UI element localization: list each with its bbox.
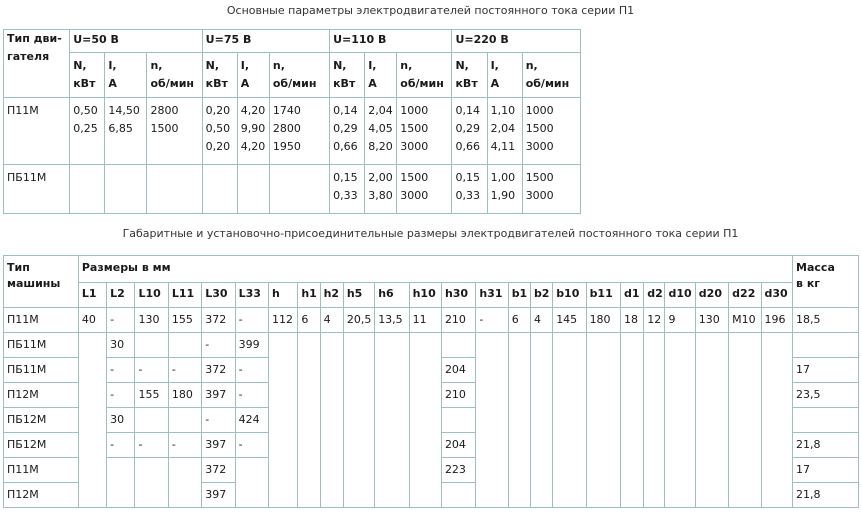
dimension-cell: [409, 483, 441, 508]
dimension-cell: [620, 358, 643, 383]
dimension-cell: [375, 333, 409, 358]
dimension-cell: [409, 458, 441, 483]
dimension-cell: [729, 383, 761, 408]
subheader-r-0: n, об/мин: [147, 53, 202, 98]
dimension-cell: [298, 333, 320, 358]
dimension-cell: [695, 458, 728, 483]
dimension-cell: [553, 333, 586, 358]
dimension-cell: -: [235, 308, 268, 333]
dimension-cell: 30: [107, 408, 135, 433]
dimension-cell: [409, 358, 441, 383]
voltage-header-220: U=220 В: [452, 30, 581, 53]
dimension-cell: [375, 458, 409, 483]
dimension-cell: -: [202, 333, 235, 358]
mass-cell: [793, 408, 859, 433]
value-cell: [237, 165, 269, 214]
dimension-cell: [620, 433, 643, 458]
dimension-cell: [620, 333, 643, 358]
table-row: [4, 98, 581, 165]
table-row: [4, 433, 859, 458]
dimension-cell: [343, 383, 374, 408]
mass-cell: 17: [793, 458, 859, 483]
dimension-cell: [135, 458, 168, 483]
machine-type-cell: ПБ11М: [4, 333, 79, 358]
dimension-cell: [320, 408, 343, 433]
voltage-header-75: U=75 В: [202, 30, 329, 53]
dimension-cell: [320, 483, 343, 508]
subheader-r-1: n, об/мин: [269, 53, 329, 98]
dimension-cell: [644, 358, 665, 383]
subheader-i-1: I, А: [237, 53, 269, 98]
dimension-cell: 4: [320, 308, 343, 333]
dimension-cell: [665, 433, 695, 458]
value-cell: 1740 2800 1950: [269, 98, 329, 165]
dimension-cell: [530, 383, 552, 408]
column-header-d1: d1: [620, 283, 643, 308]
dimension-cell: [107, 483, 135, 508]
dimension-cell: [620, 483, 643, 508]
dimension-cell: [695, 408, 728, 433]
dimension-cell: [375, 433, 409, 458]
dimension-cell: [530, 458, 552, 483]
dimension-cell: [553, 408, 586, 433]
value-cell: 1000 1500 3000: [397, 98, 452, 165]
dimension-cell: [343, 358, 374, 383]
mass-cell: 21,8: [793, 433, 859, 458]
machine-type-cell: ПБ12М: [4, 433, 79, 458]
dimension-cell: [508, 333, 530, 358]
dimension-cell: 399: [235, 333, 268, 358]
dimension-cell: [553, 358, 586, 383]
dimension-cell: [78, 383, 106, 408]
dimension-cell: 20,5: [343, 308, 374, 333]
table-row: [4, 383, 859, 408]
machine-type-cell: П11М: [4, 308, 79, 333]
dimension-cell: [695, 483, 728, 508]
column-header-h2: h2: [320, 283, 343, 308]
subheader-n-0: N, кВт: [70, 53, 105, 98]
dimension-cell: 210: [441, 308, 475, 333]
table-row: [4, 333, 859, 358]
dimension-cell: 372: [202, 358, 235, 383]
dimension-cell: [375, 358, 409, 383]
dimension-cell: [644, 458, 665, 483]
dimension-cell: 204: [441, 433, 475, 458]
mass-cell: 17: [793, 358, 859, 383]
value-cell: [70, 165, 105, 214]
dimension-cell: 18: [620, 308, 643, 333]
sizes-header: Размеры в мм: [78, 256, 792, 283]
dimension-cell: [441, 483, 475, 508]
column-header-b11: b11: [586, 283, 620, 308]
dimension-cell: [298, 383, 320, 408]
dimension-cell: [695, 333, 728, 358]
dimension-cell: [586, 358, 620, 383]
dimension-cell: [620, 458, 643, 483]
column-header-d30: d30: [761, 283, 793, 308]
subheader-r-2: n, об/мин: [397, 53, 452, 98]
column-header-l10: L10: [135, 283, 168, 308]
value-cell: 2800 1500: [147, 98, 202, 165]
dimension-cell: [553, 458, 586, 483]
dimension-cell: [168, 408, 201, 433]
dimension-cell: [343, 433, 374, 458]
dimension-cell: [729, 458, 761, 483]
dimension-cell: [665, 358, 695, 383]
subheader-row: [4, 53, 581, 98]
dimension-cell: -: [235, 383, 268, 408]
mass-cell: 21,8: [793, 483, 859, 508]
value-cell: 1,00 1,90: [487, 165, 522, 214]
dimension-cell: [761, 333, 793, 358]
dimension-cell: [78, 408, 106, 433]
dimension-cell: 30: [107, 333, 135, 358]
dimension-cell: -: [168, 433, 201, 458]
column-header-d10: d10: [665, 283, 695, 308]
dimension-cell: [375, 408, 409, 433]
dimension-cell: 196: [761, 308, 793, 333]
dimension-cell: [508, 458, 530, 483]
dimension-cell: [553, 383, 586, 408]
table-row: [4, 408, 859, 433]
table1-caption: Основные параметры электродвигателей постоянного тока серии П1: [226, 4, 635, 17]
dimension-cell: [586, 408, 620, 433]
dimension-cell: -: [135, 358, 168, 383]
dimension-cell: [343, 483, 374, 508]
column-header-b1: b1: [508, 283, 530, 308]
subheader-n-1: N, кВт: [202, 53, 237, 98]
column-header-l1: L1: [78, 283, 106, 308]
dimension-cell: 372: [202, 308, 235, 333]
dimension-cell: 130: [135, 308, 168, 333]
dimension-cell: -: [202, 408, 235, 433]
dimension-cell: [761, 383, 793, 408]
value-cell: 2,04 4,05 8,20: [365, 98, 397, 165]
column-header-d22: d22: [729, 283, 761, 308]
dimension-cell: [553, 433, 586, 458]
dimension-cell: [409, 433, 441, 458]
motor-type-cell: П11М: [4, 98, 70, 165]
table-row: [4, 358, 859, 383]
dimension-cell: [476, 433, 508, 458]
dimension-cell: [268, 433, 297, 458]
dimension-cell: [761, 358, 793, 383]
motor-parameters-table: [3, 29, 581, 214]
dimension-cell: 204: [441, 358, 475, 383]
dimension-cell: [78, 433, 106, 458]
column-header-l33: L33: [235, 283, 268, 308]
dimension-cell: [553, 483, 586, 508]
dimension-cell: [441, 408, 475, 433]
dimension-cell: [78, 358, 106, 383]
dimension-cell: [476, 458, 508, 483]
dimension-cell: [665, 483, 695, 508]
dimension-cell: [586, 333, 620, 358]
column-header-b2: b2: [530, 283, 552, 308]
dimension-cell: [476, 483, 508, 508]
machine-type-cell: ПБ12М: [4, 408, 79, 433]
value-cell: 1500 3000: [522, 165, 580, 214]
dimension-cell: [695, 358, 728, 383]
dimension-cell: [320, 333, 343, 358]
dimension-cell: [268, 483, 297, 508]
motor-dimensions-table: [3, 255, 859, 508]
dimension-cell: [268, 333, 297, 358]
machine-type-cell: П12М: [4, 383, 79, 408]
dimension-cell: 12: [644, 308, 665, 333]
dimension-cell: 6: [298, 308, 320, 333]
value-cell: [202, 165, 237, 214]
dimension-cell: [695, 383, 728, 408]
subheader-i-3: I, А: [487, 53, 522, 98]
dimension-cell: [343, 408, 374, 433]
dimension-cell: [665, 333, 695, 358]
dimension-cell: 210: [441, 383, 475, 408]
dimension-cell: [586, 433, 620, 458]
dimension-cell: [409, 408, 441, 433]
dimension-cell: [530, 408, 552, 433]
voltage-header-110: U=110 В: [330, 30, 452, 53]
dimension-cell: [729, 358, 761, 383]
value-cell: 1500 3000: [397, 165, 452, 214]
value-cell: 0,50 0,25: [70, 98, 105, 165]
dimension-cell: 397: [202, 433, 235, 458]
dimension-cell: [320, 358, 343, 383]
dimension-cell: 13,5: [375, 308, 409, 333]
dimension-cell: [168, 458, 201, 483]
machine-type-header: Тип машины: [4, 256, 79, 308]
table-row: [4, 308, 859, 333]
column-header-b10: b10: [553, 283, 586, 308]
table-row: [4, 483, 859, 508]
dimension-cell: 372: [202, 458, 235, 483]
dimension-cell: [298, 358, 320, 383]
dimension-cell: 112: [268, 308, 297, 333]
dimension-cell: [508, 383, 530, 408]
dimension-cell: [78, 458, 106, 483]
column-header-h31: h31: [476, 283, 508, 308]
voltage-header-50: U=50 В: [70, 30, 202, 53]
motor-type-cell: ПБ11М: [4, 165, 70, 214]
dimension-cell: -: [107, 358, 135, 383]
dimension-cell: 145: [553, 308, 586, 333]
column-header-h1: h1: [298, 283, 320, 308]
table-row: [4, 458, 859, 483]
dimension-cell: -: [135, 433, 168, 458]
column-header-l11: L11: [168, 283, 201, 308]
dimension-cell: [268, 383, 297, 408]
value-cell: 1,10 2,04 4,11: [487, 98, 522, 165]
dimension-cell: 130: [695, 308, 728, 333]
dimension-cell: [508, 483, 530, 508]
dimension-cell: [586, 458, 620, 483]
dimension-cell: [508, 408, 530, 433]
mass-cell: 23,5: [793, 383, 859, 408]
value-cell: 1000 1500 3000: [522, 98, 580, 165]
dimension-cell: [695, 433, 728, 458]
value-cell: [105, 165, 147, 214]
dimension-cell: [586, 483, 620, 508]
subheader-r-3: n, об/мин: [522, 53, 580, 98]
dimension-cell: [476, 408, 508, 433]
dimension-cell: [761, 458, 793, 483]
dimension-cell: 4: [530, 308, 552, 333]
dimension-cell: [729, 333, 761, 358]
dimension-cell: [644, 483, 665, 508]
dimension-cell: [135, 333, 168, 358]
table-row: [4, 165, 581, 214]
dimension-cell: -: [107, 433, 135, 458]
value-cell: 0,20 0,50 0,20: [202, 98, 237, 165]
dimension-cell: [298, 433, 320, 458]
dimension-cell: [235, 483, 268, 508]
dimension-cell: [78, 333, 106, 358]
dimension-cell: -: [476, 308, 508, 333]
subheader-n-2: N, кВт: [330, 53, 365, 98]
machine-type-cell: ПБ11М: [4, 358, 79, 383]
dimension-cell: [320, 433, 343, 458]
dimension-cell: [644, 383, 665, 408]
dimension-cell: [476, 383, 508, 408]
dimension-cell: [268, 458, 297, 483]
machine-type-cell: П11М: [4, 458, 79, 483]
dimension-cell: [320, 383, 343, 408]
dimension-cell: [729, 483, 761, 508]
dimension-cell: [508, 433, 530, 458]
dimension-cell: -: [168, 358, 201, 383]
dimension-cell: [268, 408, 297, 433]
dimension-cell: [476, 358, 508, 383]
value-cell: 2,00 3,80: [365, 165, 397, 214]
machine-type-cell: П12М: [4, 483, 79, 508]
dimension-cell: [409, 333, 441, 358]
dimension-cell: [168, 333, 201, 358]
value-cell: 4,20 9,90 4,20: [237, 98, 269, 165]
dimension-cell: [78, 483, 106, 508]
column-header-l30: L30: [202, 283, 235, 308]
dimension-cell: 397: [202, 383, 235, 408]
dimension-cell: [644, 433, 665, 458]
dimension-cell: [620, 408, 643, 433]
dimension-cell: [665, 458, 695, 483]
dimension-cell: [375, 483, 409, 508]
dimension-cell: [268, 358, 297, 383]
dimension-cell: 155: [135, 383, 168, 408]
column-header-l2: L2: [107, 283, 135, 308]
dimension-cell: [761, 408, 793, 433]
dimension-cell: [375, 383, 409, 408]
dimension-cell: 180: [168, 383, 201, 408]
column-header-h10: h10: [409, 283, 441, 308]
dimension-cell: [530, 333, 552, 358]
dimension-cell: [476, 333, 508, 358]
dimension-cell: [320, 458, 343, 483]
dimension-cell: [135, 483, 168, 508]
dimension-cell: [665, 383, 695, 408]
mass-cell: 18,5: [793, 308, 859, 333]
dimension-cell: 11: [409, 308, 441, 333]
dimension-cell: 223: [441, 458, 475, 483]
value-cell: 0,14 0,29 0,66: [330, 98, 365, 165]
value-cell: [147, 165, 202, 214]
column-header-d20: d20: [695, 283, 728, 308]
dimension-cell: 155: [168, 308, 201, 333]
subheader-i-0: I, А: [105, 53, 147, 98]
dimension-cell: 40: [78, 308, 106, 333]
mass-cell: [793, 333, 859, 358]
dimension-cell: 180: [586, 308, 620, 333]
value-cell: 14,50 6,85: [105, 98, 147, 165]
subheader-i-2: I, А: [365, 53, 397, 98]
dimension-cell: [409, 383, 441, 408]
dimension-cell: [135, 408, 168, 433]
dimension-cell: [761, 433, 793, 458]
dimension-cell: [586, 383, 620, 408]
dimension-cell: [298, 458, 320, 483]
value-cell: [269, 165, 329, 214]
dimension-cell: [665, 408, 695, 433]
dimension-cell: [298, 483, 320, 508]
dimension-cell: [644, 408, 665, 433]
dimension-cell: [530, 358, 552, 383]
column-header-h5: h5: [343, 283, 374, 308]
column-header-row: [4, 283, 859, 308]
dimension-cell: -: [235, 433, 268, 458]
dimension-cell: 397: [202, 483, 235, 508]
type-header: Тип дви- гателя: [4, 30, 70, 98]
value-cell: 0,14 0,29 0,66: [452, 98, 487, 165]
column-header-h30: h30: [441, 283, 475, 308]
column-header-h: h: [268, 283, 297, 308]
dimension-cell: М10: [729, 308, 761, 333]
dimension-cell: 9: [665, 308, 695, 333]
dimension-cell: [168, 483, 201, 508]
dimension-cell: -: [235, 358, 268, 383]
subheader-n-3: N, кВт: [452, 53, 487, 98]
dimension-cell: [441, 333, 475, 358]
dimension-cell: [530, 433, 552, 458]
dimension-cell: -: [107, 308, 135, 333]
dimension-cell: [235, 458, 268, 483]
dimension-cell: [761, 483, 793, 508]
dimension-cell: [343, 333, 374, 358]
dimension-cell: [343, 458, 374, 483]
mass-header: Масса в кг: [793, 256, 859, 308]
dimension-cell: [508, 358, 530, 383]
dimension-cell: [644, 333, 665, 358]
dimension-cell: [107, 458, 135, 483]
column-header-d2: d2: [644, 283, 665, 308]
dimension-cell: [729, 433, 761, 458]
dimension-cell: [620, 383, 643, 408]
dimension-cell: [530, 483, 552, 508]
dimension-cell: -: [107, 383, 135, 408]
column-header-h6: h6: [375, 283, 409, 308]
value-cell: 0,15 0,33: [452, 165, 487, 214]
dimension-cell: [729, 408, 761, 433]
table2-caption: Габаритные и установочно-присоединительные размеры электродвигателей постоянного тока серии П1: [122, 227, 739, 240]
dimension-cell: 6: [508, 308, 530, 333]
dimension-cell: 424: [235, 408, 268, 433]
dimension-cell: [298, 408, 320, 433]
value-cell: 0,15 0,33: [330, 165, 365, 214]
